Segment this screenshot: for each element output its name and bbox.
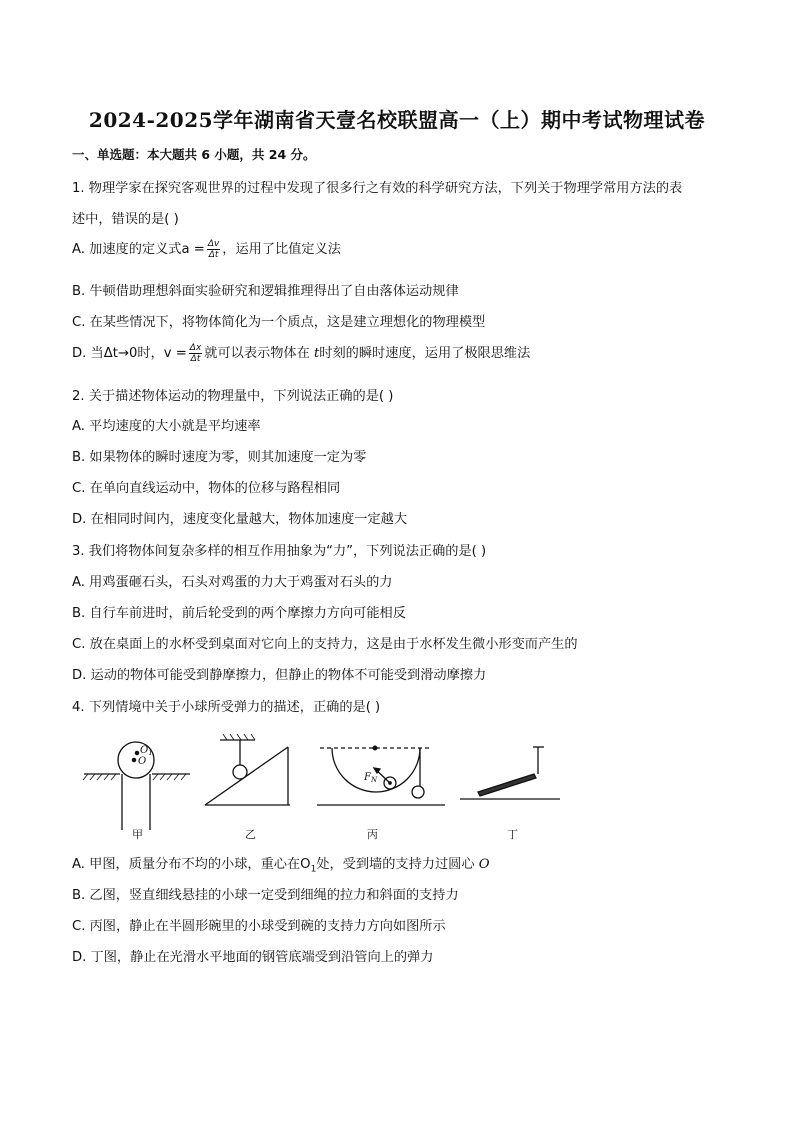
q1-option-c: C. 在某些情况下，将物体简化为一个质点，这是建立理想化的物理模型 [72, 315, 486, 330]
q1-d-text-mid: 就可以表示物体在 [204, 346, 314, 361]
q4-option-a [72, 853, 490, 875]
figure-bing [317, 746, 445, 805]
q4-option-b: B. 乙图，竖直细线悬挂的小球一定受到细绳的拉力和斜面的支持力 [72, 888, 459, 903]
fraction-numerator: Δx [189, 342, 202, 353]
q2-option-c: C. 在单向直线运动中，物体的位移与路程相同 [72, 481, 341, 496]
q3-option-d: D. 运动的物体可能受到静摩擦力，但静止的物体不可能受到滑动摩擦力 [72, 668, 487, 683]
fraction-numerator: Δv [207, 238, 220, 249]
q3-option-b: B. 自行车前进时，前后轮受到的两个摩擦力方向可能相反 [72, 606, 406, 621]
q4-stem: 4. 下列情境中关于小球所受弹力的描述，正确的是( ) [72, 700, 381, 715]
figure-ding [460, 747, 560, 799]
figure-label-o1: $O_1$ [140, 745, 153, 757]
q3-stem: 3. 我们将物体间复杂多样的相互作用抽象为“力”，下列说法正确的是( ) [72, 544, 487, 559]
q1-a-text-post: ，运用了比值定义法 [222, 242, 341, 257]
figure-caption-jia: 甲 [132, 828, 143, 840]
figure-label-o: O [138, 756, 147, 767]
figure-caption-bing: 丙 [367, 828, 378, 840]
q1-option-b: B. 牛顿借助理想斜面实验研究和逻辑推理得出了自由落体运动规律 [72, 284, 459, 299]
fraction-denominator: Δt [208, 249, 219, 260]
q4-a-text: A. 甲图，质量分布不均的小球，重心在O [72, 857, 311, 872]
figure-yi [205, 734, 290, 805]
q1-option-d [72, 342, 530, 364]
q2-stem: 2. 关于描述物体运动的物理量中，下列说法正确的是( ) [72, 389, 394, 404]
q4-a-text-mid: 处，受到墙的支持力过圆心 [316, 857, 479, 872]
q4-a-variable-o: O [478, 857, 490, 872]
figure-caption-yi: 乙 [245, 828, 256, 840]
q4-option-d: D. 丁图，静止在光滑水平地面的钢管底端受到沿管向上的弹力 [72, 950, 434, 965]
figure-caption-ding: 丁 [507, 828, 518, 840]
q3-option-a: A. 用鸡蛋砸石头，石头对鸡蛋的力大于鸡蛋对石头的力 [72, 575, 393, 590]
fraction-denominator: Δt [190, 353, 201, 364]
figure-label-fn: $F_N$ [364, 772, 378, 784]
q4-option-c: C. 丙图，静止在半圆形碗里的小球受到碗的支持力方向如图所示 [72, 919, 446, 934]
q2-option-b: B. 如果物体的瞬时速度为零，则其加速度一定为零 [72, 450, 367, 465]
q2-option-d: D. 在相同时间内，速度变化量越大，物体加速度一定越大 [72, 512, 408, 527]
q3-option-c: C. 放在桌面上的水杯受到桌面对它向上的支持力，这是由于水杯发生微小形变而产生的 [72, 637, 578, 652]
q4-figures [80, 730, 560, 840]
section-heading: 一、单选题：本大题共 6 小题，共 24 分。 [72, 147, 316, 162]
page-title: 2024-2025学年湖南省天壹名校联盟高一（上）期中考试物理试卷 [88, 108, 706, 132]
q2-option-a: A. 平均速度的大小就是平均速率 [72, 419, 261, 434]
q1-d-variable-t: t [313, 346, 320, 361]
q1-d-fraction [189, 343, 202, 364]
q1-d-text-post: 时刻的瞬时速度，运用了极限思维法 [319, 346, 531, 361]
q1-stem-line1: 1. 物理学家在探究客观世界的过程中发现了很多行之有效的科学研究方法，下列关于物理学常用方法的表 [72, 181, 683, 196]
q1-stem-line2: 述中，错误的是( ) [72, 212, 179, 227]
q1-d-text: D. 当Δt→0时，v = [72, 346, 187, 361]
q1-option-a [72, 238, 341, 260]
figure-jia [83, 742, 190, 830]
q1-a-text: A. 加速度的定义式a = [72, 242, 205, 257]
q4-a-subscript: 1 [310, 864, 317, 875]
q1-a-fraction [207, 239, 220, 260]
